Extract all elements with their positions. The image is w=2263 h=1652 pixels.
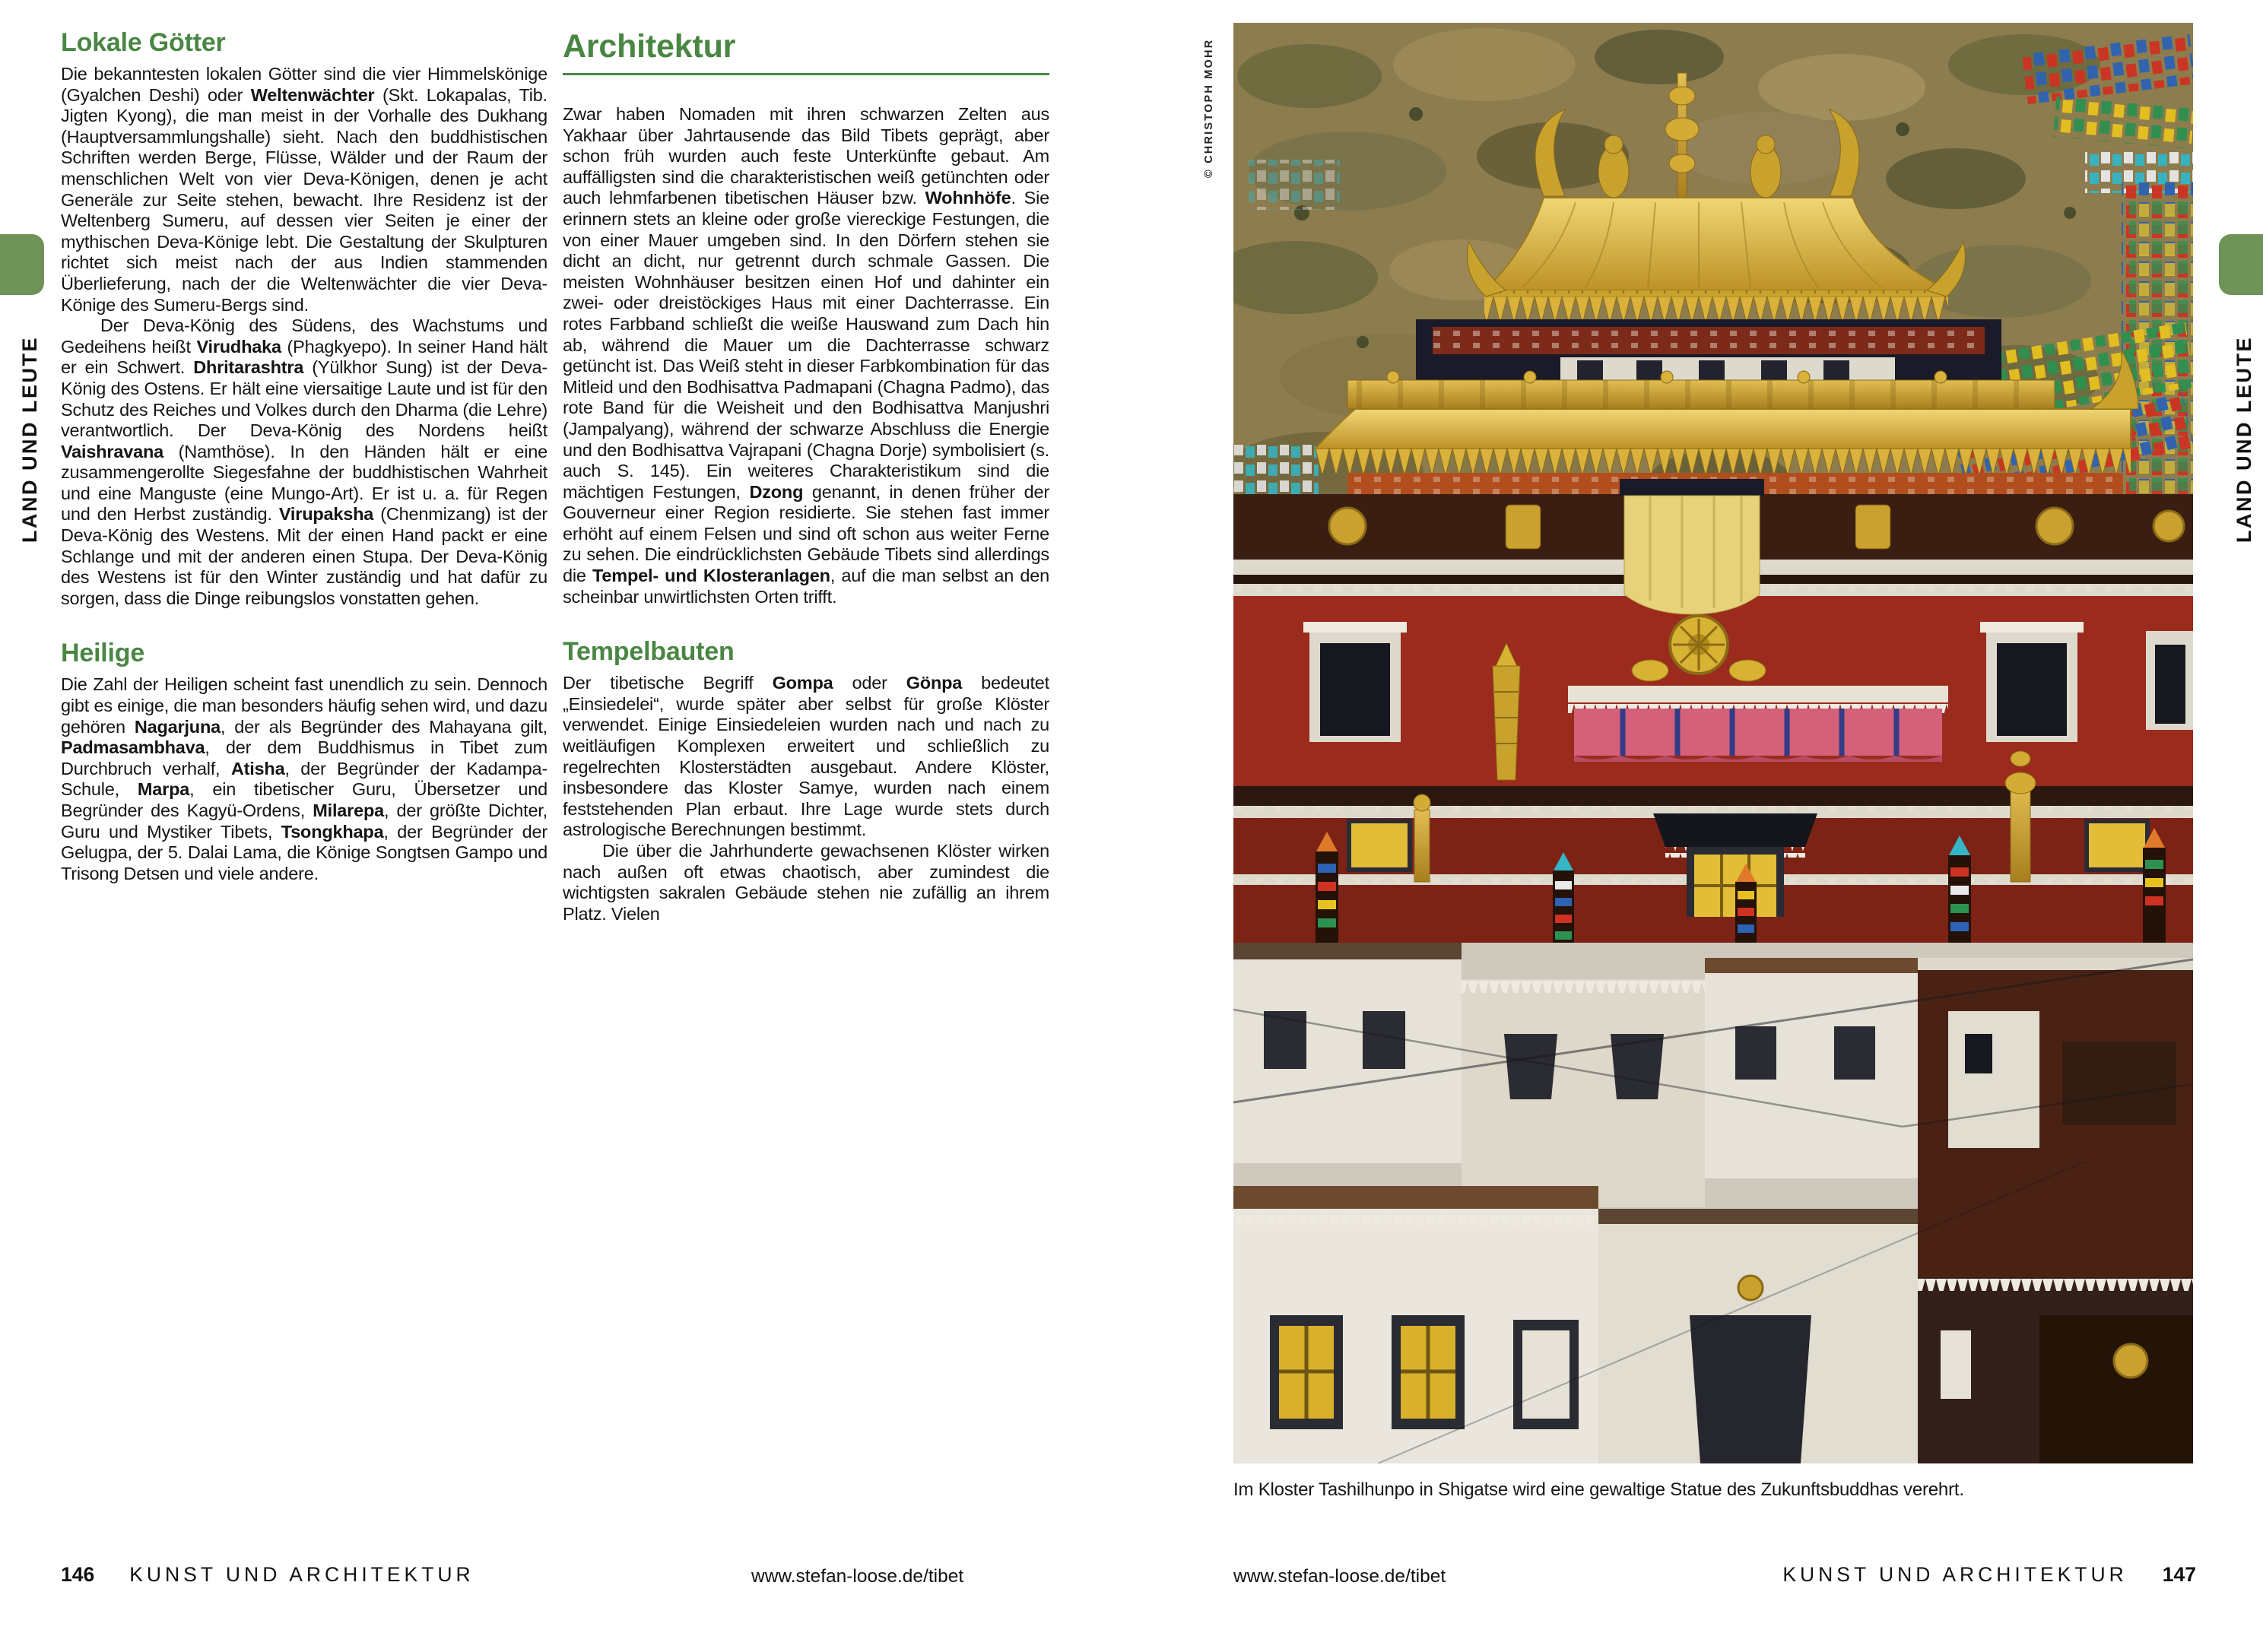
paragraph: Der tibetische Begriff Gompa oder Gönpa bedeutet „Einsiedelei“, wurde später aber selbst für große Klöster verwendet. Einige Einsiedeleien wurden nach und nach zu weitläufigen Komplexen erweitert und schließlich zu regelrechten Klosterstädten ausgebaut. Andere Klöster, insbesondere das Kloster Samye, wurden nach einem feststehenden Plan erbaut. Ihre Lage wurde stets durch astrologische Berechnungen bestimmt. xyxy=(563,673,1049,840)
bold-term: Atisha xyxy=(230,758,285,778)
bold-term: Marpa xyxy=(137,779,190,800)
bold-term: Dhritarashtra xyxy=(193,357,304,378)
section-heading: Lokale Götter xyxy=(61,28,226,57)
paragraph: Die Zahl der Heiligen scheint fast unendlich zu sein. Dennoch gibt es einige, die man besonders häufig sehen wird, und dazu gehören Nagarjuna, der als Begründer des Mahayana gilt, Padmasambhava, der dem Buddhismus in Tibet zum Durchbruch verhalf, Atisha, der Begründer der Kadampa-Schule, Marpa, ein tibetischer Guru, Übersetzer und Begründer des Kagyü-Ordens, Milarepa, der größte Dichter, Guru und Mystiker Tibets, Tsongkhapa, der Begründer der Gelugpa, der 5. Dalai Lama, die Könige Songtsen Gampo und Trisong Detsen und viele andere. xyxy=(61,674,548,883)
paragraph: Die bekanntesten lokalen Götter sind die vier Himmelskönige (Gyalchen Deshi) oder Weltenwächter (Skt. Lokapalas, Tib. Jigten Kyong), die man meist in der Vorhalle des Dukhang (Hauptversammlungshalle) sieht. Nach den buddhistischen Schriften werden Berge, Flüsse, Wälder und der Raum der menschlichen Welt von vier Deva-Königen, denen je acht Generäle zur Seite stehen, bewacht. Ihre Residenz ist der Weltenberg Sumeru, auf dessen vier Seiten je einer der mythischen Deva-Könige lebt. Die Gestaltung der Skulpturen richtet sich meist nach der aus Indien stammenden Überlieferung, nach der die Weltenwächter die vier Deva-Könige des Sumeru-Bergs sind. xyxy=(61,64,548,315)
footer-url-left[interactable]: www.stefan-loose.de/tibet xyxy=(751,1566,964,1587)
white-buildings xyxy=(1233,943,2193,1463)
bold-term: Gönpa xyxy=(906,673,963,693)
photo-credit: © CHRISTOPH MOHR xyxy=(1203,38,1215,178)
footer-left xyxy=(61,1563,474,1587)
footer-right xyxy=(1782,1563,2196,1587)
column-architektur xyxy=(563,26,1049,924)
column-lokale-goetter xyxy=(61,26,548,884)
paragraph: Der Deva-König des Südens, des Wachstums und Gedeihens heißt Virudhaka (Phagkyepo). In seiner Hand hält er ein Schwert. Dhritarashtra (Yülkhor Sung) ist der Deva-König des Ostens. Er hält eine viersaitige Laute und ist für den Schutz des Reiches und Volkes durch den Dharma (die Lehre) verantwortlich. Der Deva-König des Nordens heißt Vaishravana (Namthöse). In den Händen hält er eine zusammengerollte Siegesfahne der buddhistischen Wahrheit und eine Manguste (eine Mungo-Art). Er ist u. a. für Regen und den Herbst zuständig. Virupaksha (Chenmizang) ist der Deva-König des Westens. Mit der einen Hand packt er eine Schlange und mit der anderen einen Stupa. Der Deva-König des Westens ist für den Winter zuständig und hat dafür zu sorgen, dass die Dinge reibungslos vonstatten gehen. xyxy=(61,315,548,608)
bold-term: Milarepa xyxy=(313,801,384,820)
bold-term: Tempel- und Klosteranlagen xyxy=(592,566,830,586)
section-heading: Heilige xyxy=(61,639,145,668)
bold-term: Weltenwächter xyxy=(250,84,375,105)
section-tab-label-left: LAND UND LEUTE xyxy=(18,336,41,543)
footer-title-left: KUNST UND ARCHITEKTUR xyxy=(129,1563,474,1586)
section-tab-left xyxy=(0,234,44,295)
section-tab-right xyxy=(2219,234,2263,295)
footer-title-right: KUNST UND ARCHITEKTUR xyxy=(1782,1563,2128,1586)
bold-term: Nagarjuna xyxy=(134,716,221,737)
heading-rule xyxy=(563,73,1049,75)
paragraph: Die über die Jahrhunderte gewachsenen Klöster wirken nach außen oft etwas chaotisch, aber zumindest die wichtigsten sakralen Gebäude stehen nie zufällig an ihrem Platz. Vielen xyxy=(563,841,1049,924)
bold-term: Vaishravana xyxy=(61,441,163,461)
bold-term: Virudhaka xyxy=(196,336,281,357)
section-tab-label-right: LAND UND LEUTE xyxy=(2233,336,2255,543)
bold-term: Tsongkhapa xyxy=(281,821,384,842)
page-number-left: 146 xyxy=(61,1563,95,1586)
photo-tashilhunpo-monastery xyxy=(1233,23,2193,1463)
bold-term: Wohnhöfe xyxy=(925,188,1011,208)
photo-caption: Im Kloster Tashilhunpo in Shigatse wird eine gewaltige Statue des Zukunftsbuddhas verehrt. xyxy=(1233,1479,1964,1500)
bold-term: Padmasambhava xyxy=(61,737,205,758)
footer-url-right[interactable]: www.stefan-loose.de/tibet xyxy=(1233,1566,1446,1587)
monastery-photo-graphic xyxy=(1233,23,2193,1463)
paragraph: Zwar haben Nomaden mit ihren schwarzen Zelten aus Yakhaar über Jahrtausende das Bild Tibets geprägt, aber schon früh wurden auch feste Unterkünfte gebaut. Am auffälligsten sind die charakteristischen weiß getünchten oder auch lehmfarbenen tibetischen Häuser bzw. Wohnhöfe. Sie erinnern stets an kleine oder große viereckige Festungen, die von einer Mauer umgeben sind. In den Dörfern stehen sie dicht an dicht, nur getrennt durch schmale Gassen. Die meisten Wohnhäuser besitzen einen Hof und dahinter ein zwei- oder dreistöckiges Haus mit einer Dachterrasse. Ein rotes Farbband schließt die weiße Hauswand zum Dach hin ab, während die Mauer um die Dachterrasse schwarz getüncht ist. Das Weiß steht in dieser Farbkombination für das Mitleid und den Bodhisattva Padmapani (Chagna Padmo), das rote Band für die Weisheit und den Bodhisattva Manjushri (Jampalyang), während der schwarze Abschluss die Energie und den Bodhisattva Vajrapani (Chagna Dorje) symbolisiert (s. auch S. 145). Ein weiteres Charakteristikum sind die mächtigen Festungen, Dzong genannt, in denen früher der Gouverneur einer Region residierte. Sie stehen fast immer erhöht auf einem Felsen und sind oft schon aus weiter Ferne zu sehen. Die eindrücklichsten Gebäude Tibets sind allerdings die Tempel- und Klosteranlagen, auf die man selbst an den scheinbar unwirtlichsten Orten trifft. xyxy=(563,104,1050,607)
bold-term: Gompa xyxy=(772,673,833,693)
page-number-right: 147 xyxy=(2162,1563,2196,1586)
section-heading: Tempelbauten xyxy=(563,637,735,667)
bold-term: Virupaksha xyxy=(278,504,374,525)
section-heading: Architektur xyxy=(563,28,736,65)
bold-term: Dzong xyxy=(749,481,804,502)
